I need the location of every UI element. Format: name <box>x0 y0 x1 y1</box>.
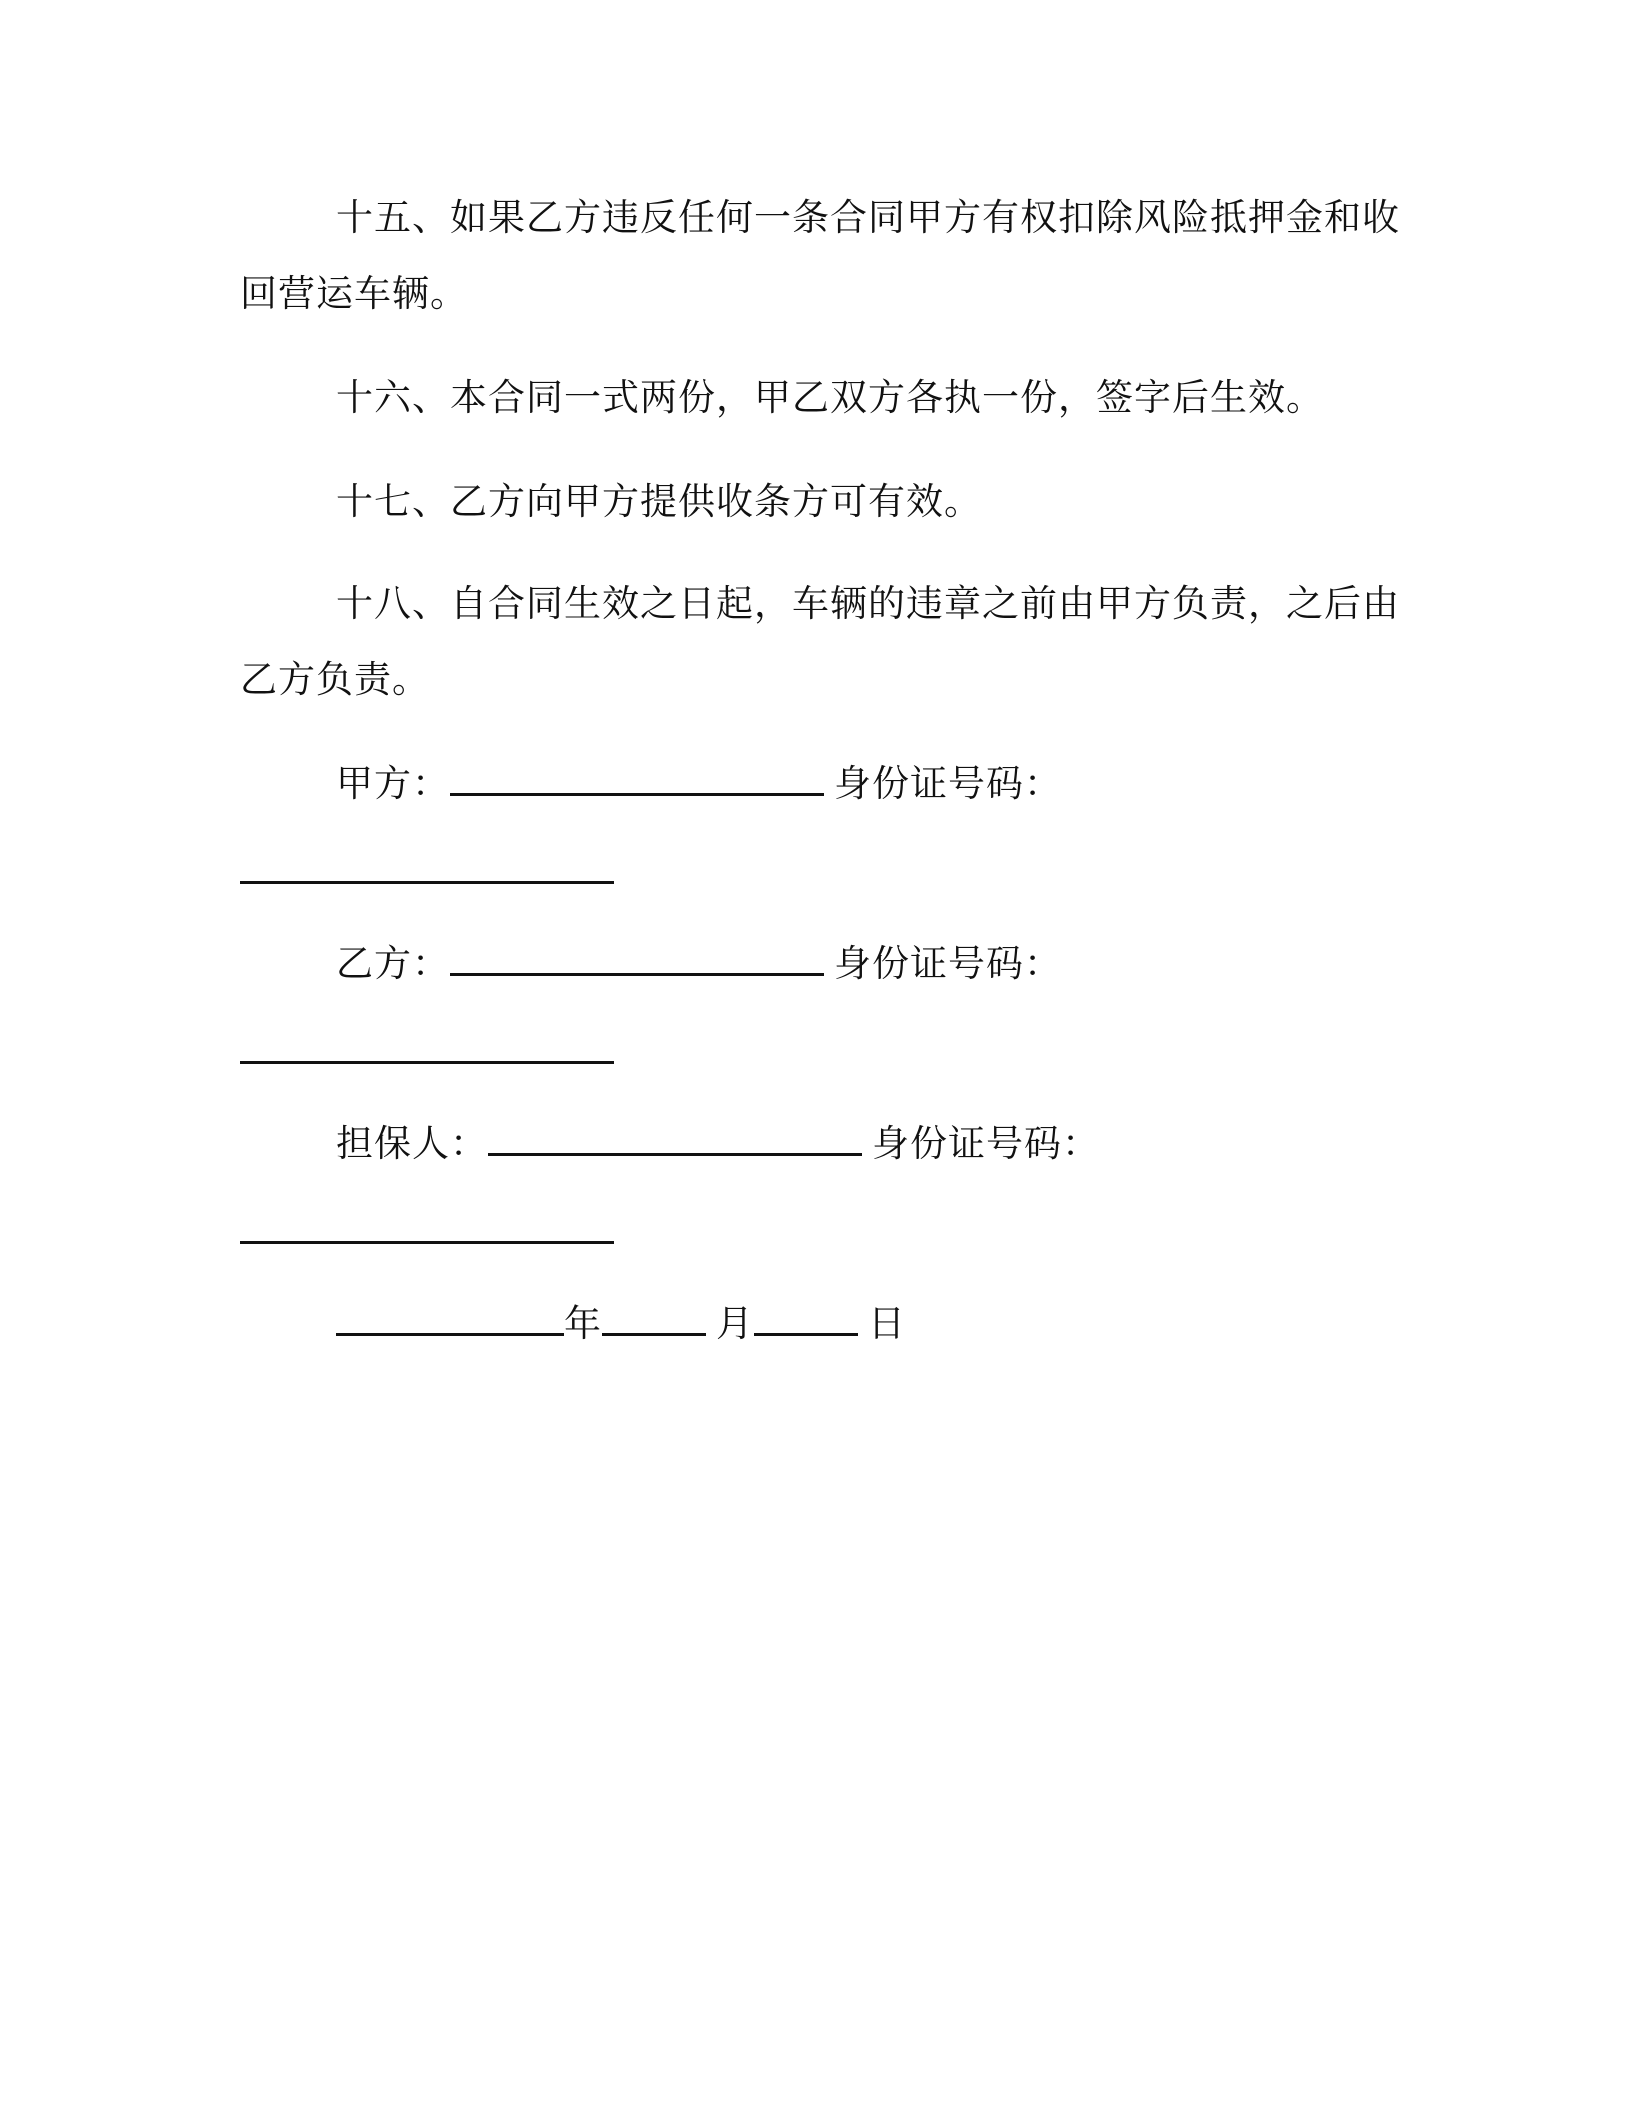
guarantor-name-blank[interactable] <box>488 1123 862 1156</box>
party-b-signature-row <box>336 942 1062 986</box>
party-b-name-blank[interactable] <box>450 943 824 976</box>
guarantor-signature-row <box>336 1122 1100 1166</box>
clause-17: 十七、乙方向甲方提供收条方可有效。 <box>336 480 982 523</box>
clause-15-line-1: 十五、如果乙方违反任何一条合同甲方有权扣除风险抵押金和收 <box>336 196 1400 239</box>
clause-18-line-1: 十八、自合同生效之日起，车辆的违章之前由甲方负责，之后由 <box>336 582 1400 625</box>
guarantor-id-blank[interactable] <box>240 1211 614 1244</box>
year-blank[interactable] <box>336 1303 564 1336</box>
party-b-id-blank[interactable] <box>240 1031 614 1064</box>
party-b-id-label: 身份证号码： <box>834 942 1062 985</box>
party-a-id-label: 身份证号码： <box>834 762 1062 805</box>
day-label: 日 <box>868 1302 906 1345</box>
month-label: 月 <box>716 1302 754 1345</box>
party-b-label: 乙方： <box>336 942 450 985</box>
clause-16: 十六、本合同一式两份，甲乙双方各执一份，签字后生效。 <box>336 376 1324 419</box>
month-blank[interactable] <box>602 1303 706 1336</box>
date-row <box>336 1302 906 1346</box>
day-blank[interactable] <box>754 1303 858 1336</box>
party-a-label: 甲方： <box>336 762 450 805</box>
guarantor-id-row <box>240 1210 614 1254</box>
party-b-id-row <box>240 1030 614 1074</box>
clause-18-line-2: 乙方负责。 <box>240 658 430 701</box>
clause-15-line-2: 回营运车辆。 <box>240 272 468 315</box>
party-a-id-blank[interactable] <box>240 851 614 884</box>
guarantor-label: 担保人： <box>336 1122 488 1165</box>
party-a-signature-row <box>336 762 1062 806</box>
party-a-name-blank[interactable] <box>450 763 824 796</box>
guarantor-id-label: 身份证号码： <box>872 1122 1100 1165</box>
year-label: 年 <box>564 1302 602 1345</box>
party-a-id-row <box>240 850 614 894</box>
